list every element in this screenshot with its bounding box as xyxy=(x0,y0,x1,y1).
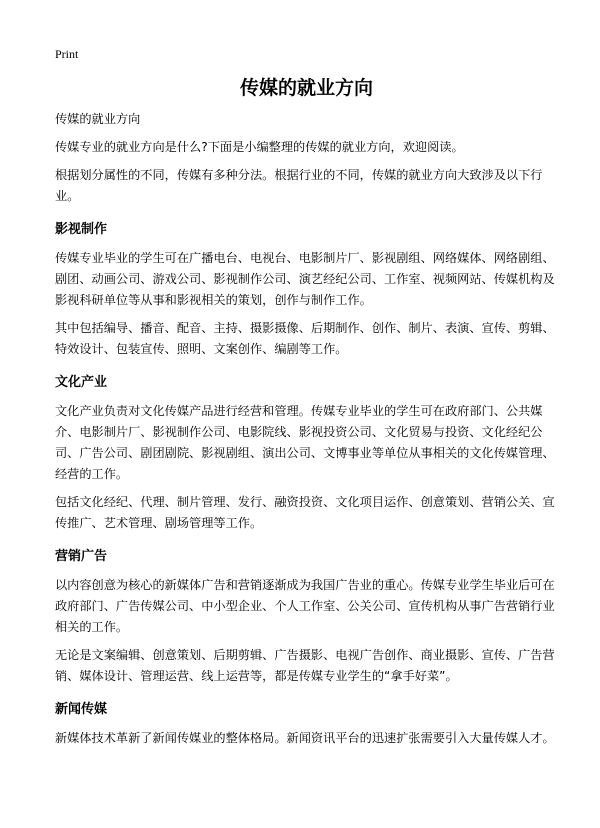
document-body xyxy=(55,109,558,749)
intro-paragraph: 传媒专业的就业方向是什么?下面是小编整理的传媒的就业方向，欢迎阅读。 xyxy=(55,140,464,154)
section-paragraph: 新媒体技术革新了新闻传媒业的整体格局。新闻资讯平台的迅速扩张需要引入大量传媒人才。 xyxy=(55,731,555,745)
section-paragraph: 包括文化经纪、代理、制片管理、发行、融资投资、文化项目运作、创意策划、营销公关、宣传推广、艺术管理、剧场管理等工作。 xyxy=(55,495,555,530)
print-link[interactable]: Print xyxy=(55,47,79,61)
section-heading-marketing-advertising: 营销广告 xyxy=(55,549,108,564)
section-paragraph: 传媒专业毕业的学生可在广播电台、电视台、电影制片厂、影视剧组、网络媒体、网络剧组、剧团、动画公司、游戏公司、影视制作公司、演艺经纪公司、工作室、视频网站、传媒机构及影视科研单位等从事和影视相关的策划，创作与制作工作。 xyxy=(55,251,555,307)
section-heading-news-media: 新闻传媒 xyxy=(55,702,108,717)
section-paragraph: 文化产业负责对文化传媒产品进行经营和管理。传媒专业毕业的学生可在政府部门、公共媒介、电影制片厂、影视制作公司、电影院线、影视投资公司、文化贸易与投资、文化经纪公司、广告公司、剧团剧院、影视剧组、演出公司、文博事业等单位从事相关的文化传媒管理、经营的工作。 xyxy=(55,404,555,481)
section-paragraph: 无论是文案编辑、创意策划、后期剪辑、广告摄影、电视广告创作、商业摄影、宣传、广告营销、媒体设计、管理运营、线上运营等，都是传媒专业学生的“拿手好菜”。 xyxy=(55,648,555,683)
document-title: 传媒的就业方向 xyxy=(239,77,373,99)
intro-label: 传媒的就业方向 xyxy=(55,112,141,126)
section-paragraph: 以内容创意为核心的新媒体广告和营销逐渐成为我国广告业的重心。传媒专业学生毕业后可在政府部门、广告传媒公司、中小型企业、个人工作室、公关公司、宣传机构从事广告营销行业相关的工作。 xyxy=(55,578,555,634)
overview-paragraph: 根据划分属性的不同，传媒有多种分法。根据行业的不同，传媒的就业方向大致涉及以下行业。 xyxy=(55,168,543,203)
section-heading-cultural-industry: 文化产业 xyxy=(55,375,108,390)
section-heading-film-production: 影视制作 xyxy=(55,222,108,237)
section-paragraph: 其中包括编导、播音、配音、主持、摄影摄像、后期制作、创作、制片、表演、宣传、剪辑、特效设计、包装宣传、照明、文案创作、编剧等工作。 xyxy=(55,321,555,356)
